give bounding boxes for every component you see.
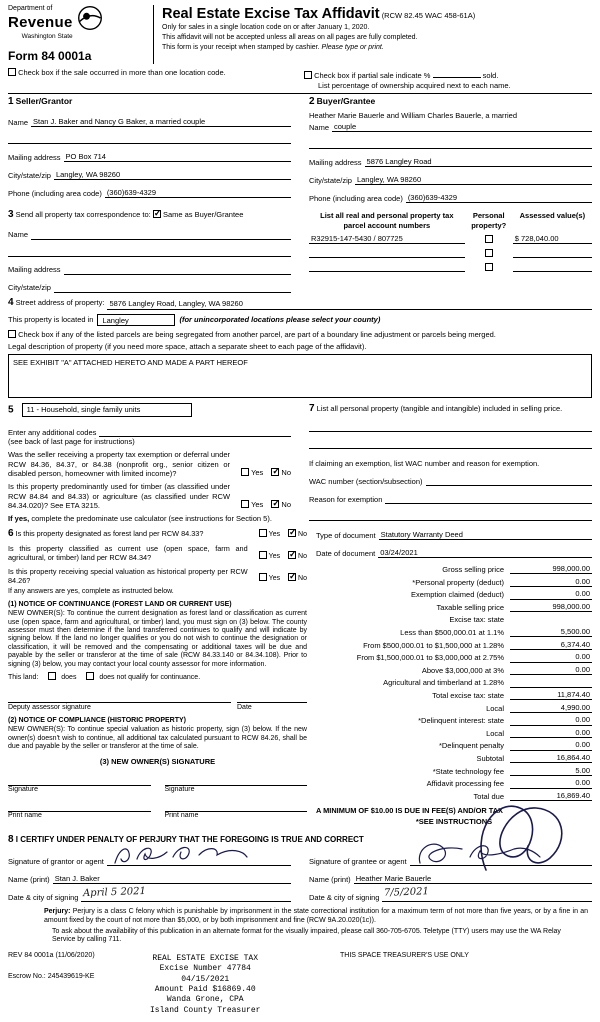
exemption-reason-field[interactable] [385, 494, 592, 504]
header-note-1: Only for sales in a single location code on or after January 1, 2020. [162, 24, 370, 32]
section-1-title: Seller/Grantor [15, 96, 73, 107]
treasurer-signature [468, 792, 580, 882]
tax-row [316, 688, 592, 701]
seller-extra-name-line[interactable] [8, 131, 291, 144]
accessibility-note: To ask about the availability of this publication in an alternate format for the visually impaired, please call 360-705-6705. Teletype (TTY) users may use the WA Relay Service by calling 711. [52, 928, 561, 944]
grantee-date-city-label: Date & city of signing [309, 892, 380, 902]
signature-label: Signature [8, 785, 38, 793]
deputy-assessor-date-field[interactable] [237, 693, 307, 703]
same-as-buyer-label: Same as Buyer/Grantee [162, 210, 244, 220]
no-label: No [281, 468, 291, 477]
assessed-value-field[interactable] [513, 271, 592, 272]
parcel-rows [309, 230, 592, 272]
parcel-col-header: List all real and personal property tax parcel account numbers [320, 211, 454, 230]
grantor-name-print-label: Name (print) [8, 874, 50, 884]
section-4-number: 4 [8, 297, 14, 309]
exemption-reason-label: Reason for exemption [309, 495, 383, 504]
ownership-percentage-note: List percentage of ownership acquired next to each name. [318, 81, 511, 90]
partial-sale-checkbox[interactable] [304, 71, 312, 79]
document-date-label: Date of document [316, 548, 376, 558]
section-1-seller [8, 96, 300, 203]
tax-row-label: Above $3,000,000 at 3% [421, 665, 504, 675]
correspondence-name-field[interactable] [31, 230, 291, 240]
tax-row-value[interactable]: 0.00 [510, 577, 592, 587]
no-label: No [298, 530, 307, 538]
historic-yes-checkbox[interactable] [259, 573, 267, 581]
grantor-signature-field[interactable] [107, 856, 291, 866]
perjury-text: Perjury is a class C felony which is punishable by imprisonment in the state correctional institution for a maximum term of not more than five years, or by a fine in an amount fixed by the court of not more than $5,000, or by both imprisonment and fine (RCW 9A.20.020(1c)). [44, 908, 588, 924]
assessed-value-field[interactable] [513, 257, 592, 258]
stamp-line: Excise Number 47784 [159, 964, 251, 974]
forest-yes-checkbox[interactable] [259, 529, 267, 537]
section-5-7-row [8, 403, 592, 523]
tax-row-label: Exemption claimed (deduct) [411, 590, 504, 600]
tax-row-value[interactable]: 0.00 [510, 778, 592, 788]
grantor-signature [111, 843, 251, 869]
tax-row-label: From $500,000.01 to $1,500,000 at 1.28% [363, 640, 504, 650]
tax-row-value[interactable]: 4,990.00 [510, 703, 592, 713]
buyer-name-label: Name [309, 122, 330, 132]
section-7-personal-property [300, 403, 592, 523]
historic-question: Is this property receiving special valuation as historical property per RCW 84.26? [8, 566, 248, 585]
street-address-label: Street address of property: [15, 298, 105, 308]
assessed-value-field[interactable]: $ 728,040.00 [513, 234, 592, 244]
grantor-date-city-label: Date & city of signing [8, 892, 79, 902]
parcel-row [309, 244, 592, 258]
tax-row [316, 776, 592, 789]
tax-computation-column [316, 528, 592, 827]
buyer-mailing-field[interactable]: 5876 Langley Road [365, 157, 592, 167]
deputy-assessor-signature-field[interactable] [8, 693, 231, 703]
grantor-name-print-field[interactable]: Stan J. Baker [53, 874, 291, 884]
parcel-number-field[interactable] [309, 271, 465, 272]
personal-property-col-header: Personal property? [471, 211, 507, 230]
tax-row [316, 726, 592, 739]
personal-property-line-1[interactable] [309, 419, 592, 432]
section-5-land-use [8, 403, 300, 523]
property-location-select[interactable]: Langley [97, 314, 175, 326]
new-owners-signature-title: (3) NEW OWNER(S) SIGNATURE [99, 757, 216, 767]
land-use-code-select[interactable]: 11 - Household, single family units [22, 403, 192, 417]
tax-row [316, 700, 592, 713]
tax-row [316, 763, 592, 776]
parcel-row [309, 230, 592, 244]
tax-row-label: Local [486, 728, 504, 738]
buyer-extra-name-line[interactable] [309, 136, 592, 149]
rcw-reference: (RCW 82.45 WAC 458-61A) [381, 11, 476, 20]
correspondence-name-label: Name [8, 230, 29, 240]
tax-row-label: Local [486, 703, 504, 713]
personal-property-line-2[interactable] [309, 436, 592, 449]
correspondence-mailing-field[interactable] [64, 265, 291, 275]
legal-description-field[interactable]: SEE EXHIBIT "A" ATTACHED HERETO AND MADE A PART HEREOF [8, 354, 592, 398]
seller-mailing-field[interactable]: PO Box 714 [64, 152, 291, 162]
header-note-3 [162, 44, 592, 53]
tax-row-label: *Delinquent penalty [438, 741, 504, 751]
tax-row [316, 574, 592, 587]
grantee-signature-label: Signature of grantee or agent [309, 856, 407, 866]
tax-row-value[interactable]: 5,500.00 [510, 627, 592, 637]
tax-row-label: Subtotal [476, 754, 504, 763]
buyer-mailing-label: Mailing address [309, 157, 362, 167]
parcel-number-field[interactable]: R32915-147-5430 / 807725 [309, 234, 465, 244]
current-use-yes-checkbox[interactable] [259, 551, 267, 559]
multi-location-label: Check box if the sale occurred in more than one location code. [18, 67, 226, 77]
section-6-designation [8, 528, 316, 827]
current-use-no-checkbox[interactable] [288, 551, 296, 559]
washington-state-label: Washington State [21, 32, 73, 40]
tax-row-value[interactable]: 0.00 [510, 715, 592, 725]
tax-row-label: Less than $500,000.01 at 1.1% [400, 628, 504, 638]
does-label: does [61, 674, 77, 682]
section-7-intro: List all personal property (tangible and intangible) included in selling price. [316, 403, 563, 413]
section-3-number: 3 [8, 209, 14, 221]
stamp-line: REAL ESTATE EXCISE TAX [152, 953, 259, 963]
forest-no-checkbox[interactable] [288, 529, 296, 537]
perjury-lead: Perjury: [44, 908, 71, 916]
yes-label: Yes [268, 575, 281, 583]
correspondence-parcel-row [8, 209, 592, 293]
buyer-name-overflow: Heather Marie Bauerle and William Charles Bauerle, a married [309, 110, 518, 120]
tax-row [316, 663, 592, 676]
seller-csz-label: City/state/zip [8, 170, 51, 180]
tax-row [316, 751, 592, 764]
timber-yes-checkbox[interactable] [241, 500, 249, 508]
tax-row-label: Total due [473, 791, 504, 801]
dor-wordmark [8, 5, 73, 41]
additional-codes-label: Enter any additional codes [8, 427, 97, 437]
section-3-intro: Send all property tax correspondence to: [15, 210, 151, 220]
see-instructions-note: *SEE INSTRUCTIONS [415, 817, 493, 827]
tax-row-label: Excise tax: state [449, 615, 504, 625]
tax-row-value[interactable]: 0.00 [510, 665, 592, 675]
correspondence-mailing-label: Mailing address [8, 265, 61, 275]
seller-mailing-label: Mailing address [8, 152, 61, 162]
escrow-number: 245439619-KE [47, 972, 95, 980]
no-label: No [281, 500, 291, 510]
does-not-label: does not qualify for continuance. [99, 674, 201, 682]
assessed-value-col-header: Assessed value(s) [519, 211, 586, 221]
stamp-line: Amount Paid $16869.40 [154, 985, 256, 995]
notice-1-title: (1) NOTICE OF CONTINUANCE (FOREST LAND OR CURRENT USE) [8, 600, 232, 608]
exemption-reason-line-2[interactable] [309, 508, 592, 521]
tax-row-value[interactable]: 0.00 [510, 652, 592, 662]
tax-row-label: *State technology fee [432, 766, 504, 776]
treasurer-space-note: THIS SPACE TREASURER'S USE ONLY [340, 951, 469, 959]
grantee-date-city-field[interactable] [382, 886, 592, 903]
dept-of-label: Department of [8, 5, 53, 12]
document-date-field[interactable]: 03/24/2021 [378, 548, 592, 558]
header-note-3-main: This form is your receipt when stamped by cashier. [162, 43, 320, 51]
exemption-question: Was the seller receiving a property tax exemption or deferral under RCW 84.36, 84.37, or 84.38 (nonprofit org., senior citizen or disabled person, homeowner with limited income)? [8, 450, 231, 478]
grantee-date-handwriting: 7/5/2021 [384, 886, 430, 899]
section-5-number: 5 [8, 404, 14, 415]
same-as-buyer-checkbox[interactable] [153, 210, 161, 218]
tax-row [316, 625, 592, 638]
print-name-label: Print name [164, 811, 199, 819]
forest-land-question: Is this property designated as forest land per RCW 84.33? [15, 528, 204, 538]
tax-row [316, 650, 592, 663]
partial-sale-label-post: sold. [482, 70, 499, 80]
street-address-field[interactable]: 5876 Langley Road, Langley, WA 98260 [107, 299, 592, 309]
deputy-date-label: Date [237, 703, 252, 711]
tax-row-label: Taxable selling price [436, 602, 504, 612]
tax-row-value[interactable]: 0.00 [510, 728, 592, 738]
tax-row [316, 738, 592, 751]
grantee-name-print-label: Name (print) [309, 874, 351, 884]
this-land-label: This land: [8, 674, 39, 682]
correspondence-csz-label: City/state/zip [8, 283, 51, 293]
seller-name-field[interactable]: Stan J. Baker and Nancy G Baker, a married couple [31, 117, 291, 127]
timber-no-checkbox[interactable] [271, 500, 279, 508]
stamp-line: Island County Treasurer [150, 1005, 261, 1015]
buyer-phone-label: Phone (including area code) [309, 193, 403, 203]
parcel-table [300, 209, 592, 293]
certify-statement: I CERTIFY UNDER PENALTY OF PERJURY THAT THE FOREGOING IS TRUE AND CORRECT [15, 834, 364, 844]
section-7-number: 7 [309, 402, 315, 414]
continuance-qualify-row [8, 672, 307, 683]
perjury-statement [44, 908, 588, 925]
tax-row-label: Agricultural and timberland at 1.28% [383, 678, 504, 688]
additional-codes-note: (see back of last page for instructions) [8, 436, 135, 446]
tax-row-value[interactable]: 0.00 [510, 740, 592, 750]
notice-2-text: NEW OWNER(S): To continue special valuation as historic property, sign (3) below. If the new owner(s) doesn't wish to continue, all additional tax calculated pursuant to RCW 84.26, shall be due and payable by the seller or transferor at the time of sale. [8, 726, 307, 751]
notice-2-title: (2) NOTICE OF COMPLIANCE (HISTORIC PROPERTY) [8, 716, 186, 724]
unincorporated-note: (for unincorporated locations please select your county) [179, 315, 381, 325]
new-owner-signature-1-field[interactable] [8, 775, 151, 786]
current-use-question: Is this property classified as current use (open space, farm and agricultural, or timber) land per RCW 84.34? [8, 544, 248, 563]
tax-row-value[interactable]: 5.00 [510, 766, 592, 776]
escrow-label: Escrow No.: [8, 972, 46, 980]
buyer-csz-field[interactable]: Langley, WA 98260 [355, 175, 592, 185]
additional-codes-field[interactable] [99, 427, 291, 437]
tax-row-value[interactable]: 16,864.40 [510, 753, 592, 763]
tax-row-label: Gross selling price [442, 565, 504, 575]
exemption-no-checkbox[interactable] [271, 468, 279, 476]
tax-row [316, 587, 592, 600]
seller-phone-label: Phone (including area code) [8, 188, 102, 198]
wac-number-label: WAC number (section/subsection) [309, 477, 423, 486]
no-label: No [298, 575, 307, 583]
buyer-csz-label: City/state/zip [309, 175, 352, 185]
yes-label: Yes [251, 500, 264, 510]
tax-row-label: From $1,500,000.01 to $3,000,000 at 2.75% [356, 653, 504, 663]
treasurer-stamp [150, 954, 260, 1016]
dor-logo-icon [77, 5, 103, 31]
tax-row [316, 713, 592, 726]
tax-row-value[interactable]: 998,000.00 [510, 564, 592, 574]
header-note-3-italic: Please type or print. [321, 43, 384, 51]
stamp-line: Wanda Grone, CPA [166, 995, 244, 1005]
section-8-number: 8 [8, 833, 14, 845]
seller-phone-field[interactable]: (360)639-4329 [105, 188, 291, 198]
personal-property-checkbox[interactable] [485, 263, 493, 271]
parcel-number-field[interactable] [309, 257, 465, 258]
footer [8, 950, 592, 1022]
if-yes-note: complete the predominate use calculator (see instructions for Section 5). [31, 513, 272, 523]
parcel-row [309, 258, 592, 272]
new-owner-print-2-field[interactable] [165, 801, 308, 812]
seller-csz-field[interactable]: Langley, WA 98260 [54, 170, 291, 180]
correspondence-extra-line[interactable] [8, 244, 291, 257]
rev-number: REV 84 0001a (11/06/2020) [8, 951, 95, 959]
minimum-due-note: A MINIMUM OF $10.00 IS DUE IN FEE(S) AND/OR TAX [316, 806, 503, 816]
timber-question: Is this property predominantly used for timber (as classified under RCW 84.84 and 84.33) or agriculture (as classified under RCW 84.34.020)? See ETA 3215. [8, 482, 231, 511]
tax-row-value[interactable]: 6,374.40 [510, 640, 592, 650]
tax-row [316, 562, 592, 575]
exemption-yes-checkbox[interactable] [241, 468, 249, 476]
section-2-title: Buyer/Grantee [316, 96, 376, 107]
top-checkbox-row [8, 68, 592, 91]
tax-row-value[interactable]: 998,000.00 [510, 602, 592, 612]
segregated-parcels-label: Check box if any of the listed parcels are being segregated from another parcel, are part of a boundary line adjustment or parcels being merged. [18, 329, 496, 339]
buyer-phone-field[interactable]: (360)639-4329 [406, 193, 592, 203]
section-4-property [8, 298, 592, 398]
tax-row-label: *Delinquent interest: state [418, 716, 504, 726]
historic-no-checkbox[interactable] [288, 573, 296, 581]
print-name-label: Print name [8, 811, 42, 819]
form-number: Form 84 0001a [8, 48, 92, 63]
stamp-line: 04/15/2021 [181, 974, 230, 984]
section-1-number: 1 [8, 96, 14, 108]
if-yes-bold: If yes, [8, 513, 30, 523]
personal-property-checkbox[interactable] [485, 235, 493, 243]
legal-description-label: Legal description of property (if you need more space, attach a separate sheet to each page of the affidavit). [8, 342, 367, 352]
tax-row [316, 612, 592, 625]
section-6-number: 6 [8, 527, 14, 539]
new-owner-signature-2-field[interactable] [165, 775, 308, 786]
yes-label: Yes [268, 552, 281, 560]
tax-computation-rows [316, 562, 592, 801]
does-qualify-checkbox[interactable] [48, 672, 56, 680]
partial-sale-percent-field[interactable] [433, 68, 481, 78]
tax-row-label: *Personal property (deduct) [412, 577, 504, 587]
seller-name-label: Name [8, 117, 29, 127]
section-2-number: 2 [309, 96, 315, 108]
wac-number-field[interactable] [426, 476, 592, 486]
signature-label: Signature [164, 785, 195, 793]
yes-label: Yes [251, 468, 264, 477]
deputy-assessor-label: Deputy assessor signature [8, 703, 91, 711]
tax-row-value[interactable]: 11,874.40 [510, 690, 592, 700]
tax-row [316, 637, 592, 650]
section-2-buyer [300, 96, 592, 203]
tax-row-value[interactable]: 16,869.40 [510, 791, 592, 801]
tax-row-label: Affidavit processing fee [426, 779, 504, 789]
divider [8, 93, 592, 94]
does-not-qualify-checkbox[interactable] [86, 672, 94, 680]
grantor-date-handwriting: April 5 2021 [83, 885, 147, 899]
tax-row [316, 600, 592, 613]
seller-buyer-row [8, 96, 592, 203]
exemption-intro: If claiming an exemption, list WAC number and reason for exemption. [309, 459, 540, 468]
section-3-correspondence [8, 209, 300, 293]
tax-row-label: Total excise tax: state [432, 691, 504, 701]
document-type-label: Type of document [316, 530, 376, 540]
personal-property-checkbox[interactable] [485, 249, 493, 257]
multi-location-checkbox[interactable] [8, 68, 16, 76]
buyer-name-field[interactable]: couple [332, 122, 592, 132]
tax-row [316, 675, 592, 688]
tax-row-value[interactable] [510, 615, 592, 625]
notice-1-text: NEW OWNER(S): To continue the current designation as forest land or classification as current use (open space, farm and agricultural, or timber) land, you must sign on (3) below. The county assessor must then determine if the land transferred continues to qualify and will indicate by signing below. If the land no longer qualifies or you do not wish to continue the designation or classification, it will be removed and the compensating or additional taxes will be due and payable by the seller or transferor at the time of sale (RCW 84.33.140 or 84.34.108). Prior to signing (3) below, you may contact your local county assessor for more information. [8, 610, 307, 668]
grantee-name-print-field[interactable]: Heather Marie Bauerle [354, 874, 592, 884]
segregated-parcels-checkbox[interactable] [8, 330, 16, 338]
section-6-tax-row [8, 528, 592, 827]
no-label: No [298, 552, 307, 560]
new-owner-print-1-field[interactable] [8, 801, 151, 812]
partial-sale-label-pre: Check box if partial sale indicate % [314, 70, 431, 80]
yes-label: Yes [268, 530, 281, 538]
grantor-date-city-field[interactable] [81, 885, 291, 903]
if-any-yes-note: If any answers are yes, complete as instructed below. [8, 587, 174, 595]
tax-row-value[interactable] [510, 678, 592, 688]
document-type-field[interactable]: Statutory Warranty Deed [379, 530, 592, 540]
header-note-2: This affidavit will not be accepted unless all areas on all pages are fully completed. [162, 33, 418, 41]
grantor-signature-label: Signature of grantor or agent [8, 856, 104, 866]
header [8, 5, 592, 64]
page-title: Real Estate Excise Tax Affidavit [162, 6, 380, 22]
tax-row-value[interactable]: 0.00 [510, 589, 592, 599]
revenue-wordmark: Revenue [8, 13, 73, 31]
correspondence-csz-field[interactable] [54, 283, 291, 293]
located-in-label: This property is located in [8, 315, 94, 325]
